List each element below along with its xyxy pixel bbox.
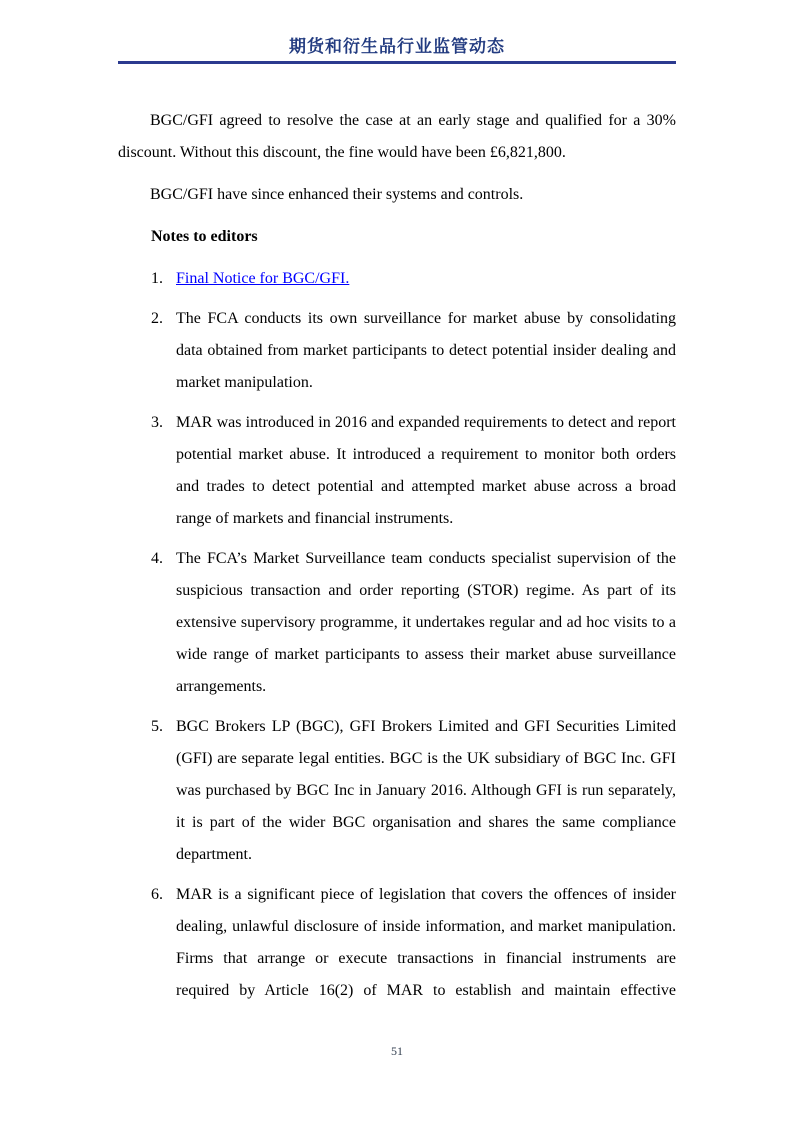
list-item: [118, 711, 676, 871]
final-notice-link[interactable]: Final Notice for BGC/GFI.: [176, 270, 350, 287]
list-item: [118, 879, 676, 1007]
list-item-number: 2.: [151, 310, 163, 327]
notes-to-editors-heading: Notes to editors: [151, 228, 258, 245]
header-divider-rule: [118, 61, 676, 64]
list-item-number: 6.: [151, 886, 163, 903]
list-item-text: MAR is a significant piece of legislation that covers the offences of insider dealing, unlawful disclosure of inside information, and market manipulation. Firms that arrange or execute transactions in financial instruments are required by Article 16(2) of MAR to establish and maintain effective: [176, 886, 676, 999]
body-paragraph: BGC/GFI agreed to resolve the case at an early stage and qualified for a 30% discount. Without this discount, the fine would have been £6,821,800.: [118, 112, 676, 161]
list-item: [118, 543, 676, 703]
list-item: [118, 303, 676, 399]
notes-numbered-list: [118, 263, 676, 1007]
list-item-number: 3.: [151, 414, 163, 431]
list-item-number: 4.: [151, 550, 163, 567]
list-item-text: MAR was introduced in 2016 and expanded requirements to detect and report potential market abuse. It introduced a requirement to monitor both orders and trades to detect potential and attempted market abuse across a broad range of markets and financial instruments.: [176, 414, 676, 527]
page-footer: [0, 1044, 794, 1059]
page-header-title: 期货和衍生品行业监管动态: [289, 37, 505, 56]
list-item: [118, 407, 676, 535]
document-body: [118, 105, 676, 1007]
list-item-text: The FCA conducts its own surveillance for market abuse by consolidating data obtained from market participants to detect potential insider dealing and market manipulation.: [176, 310, 676, 391]
body-paragraph: BGC/GFI have since enhanced their systems and controls.: [150, 186, 524, 203]
list-item-text: BGC Brokers LP (BGC), GFI Brokers Limited and GFI Securities Limited (GFI) are separate legal entities. BGC is the UK subsidiary of BGC Inc. GFI was purchased by BGC Inc in January 2016. Although GFI is run separately, it is part of the wider BGC organisation and shares the same compliance department.: [176, 718, 676, 863]
page-header: [118, 36, 676, 64]
list-item-number: 1.: [151, 270, 163, 287]
page-number: 51: [391, 1044, 403, 1058]
list-item-number: 5.: [151, 718, 163, 735]
list-item-text: The FCA’s Market Surveillance team conducts specialist supervision of the suspicious transaction and order reporting (STOR) regime. As part of its extensive supervisory programme, it undertakes regular and ad hoc visits to a wide range of market participants to assess their market abuse surveillance arrangements.: [176, 550, 676, 695]
list-item: [118, 263, 676, 295]
